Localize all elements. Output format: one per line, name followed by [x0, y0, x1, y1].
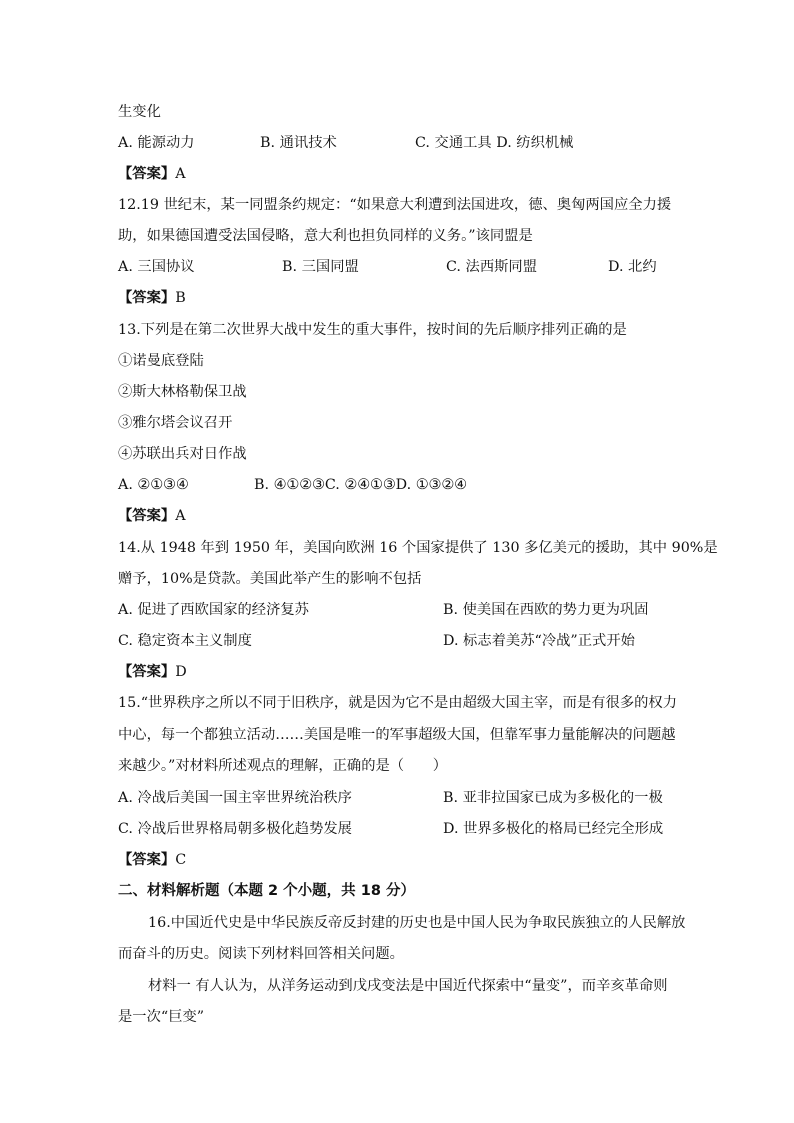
q15-stem-line2: 中心，每一个都独立活动……美国是唯一的军事超级大国，但靠军事力量能解决的问题越 — [118, 727, 676, 743]
q15-option-b: B. 亚非拉国家已成为多极化的一极 — [443, 790, 663, 806]
q12-option-d: D. 北约 — [608, 259, 657, 275]
answer-letter: A — [175, 508, 186, 524]
q13-answer — [118, 506, 186, 526]
section-heading: 二、材料解析题（本题 2 个小题，共 18 分） — [118, 883, 415, 899]
answer-letter: C — [175, 852, 187, 868]
q15-option-d: D. 世界多极化的格局已经完全形成 — [443, 821, 664, 837]
q16-material1-line2: 是一次“巨变” — [118, 1009, 205, 1025]
q13-option-b-c-d: B. ④①②③C. ②④①③D. ①③②④ — [254, 477, 467, 493]
answer-label: 【答案】 — [118, 852, 176, 868]
q11-stem-continuation: 生变化 — [118, 104, 161, 120]
q12-option-c: C. 法西斯同盟 — [446, 259, 538, 275]
q16-intro-line2: 而奋斗的历史。阅读下列材料回答相关问题。 — [118, 946, 404, 962]
q11-option-c-d: C. 交通工具 D. 纺织机械 — [415, 135, 574, 151]
q15-option-c: C. 冷战后世界格局朝多极化趋势发展 — [118, 821, 352, 837]
answer-letter: A — [175, 166, 186, 182]
q14-stem-line2: 赠予，10%是贷款。美国此举产生的影响不包括 — [118, 571, 422, 587]
answer-letter: B — [175, 290, 186, 306]
answer-label: 【答案】 — [118, 664, 176, 680]
q11-answer — [118, 164, 186, 184]
q14-option-d: D. 标志着美苏“冷战”正式开始 — [443, 633, 635, 649]
q14-stem-line1: 14.从 1948 年到 1950 年，美国向欧洲 16 个国家提供了 130 多亿美元的援助，其中 90%是 — [118, 540, 718, 556]
q16-material1-line1: 材料一 有人认为，从洋务运动到戊戌变法是中国近代探索中“量变”，而辛亥革命则 — [148, 978, 668, 994]
q15-stem-line1: 15.“世界秩序之所以不同于旧秩序，就是因为它不是由超级大国主宰，而是有很多的权力 — [118, 695, 678, 711]
answer-letter: D — [175, 664, 187, 680]
q15-stem-line3: 来越少。”对材料所述观点的理解，正确的是（ ） — [118, 758, 447, 774]
q14-answer — [118, 662, 187, 682]
q14-option-a: A. 促进了西欧国家的经济复苏 — [118, 602, 309, 618]
q12-option-b: B. 三国同盟 — [282, 259, 359, 275]
q13-event-2: ②斯大林格勒保卫战 — [118, 384, 247, 400]
q12-option-a: A. 三国协议 — [118, 259, 195, 275]
q13-stem: 13.下列是在第二次世界大战中发生的重大事件，按时间的先后顺序排列正确的是 — [118, 322, 627, 338]
answer-label: 【答案】 — [118, 166, 176, 182]
q12-stem-line2: 助，如果德国遭受法国侵略，意大利也担负同样的义务。”该同盟是 — [118, 228, 533, 244]
q15-answer — [118, 850, 186, 870]
q15-option-a: A. 冷战后美国一国主宰世界统治秩序 — [118, 790, 352, 806]
q14-option-b: B. 使美国在西欧的势力更为巩固 — [443, 602, 649, 618]
q11-option-b: B. 通讯技术 — [260, 135, 337, 151]
q12-answer — [118, 288, 186, 308]
q13-event-3: ③雅尔塔会议召开 — [118, 415, 233, 431]
q13-event-4: ④苏联出兵对日作战 — [118, 446, 247, 462]
q13-option-a: A. ②①③④ — [118, 477, 189, 493]
q12-stem-line1: 12.19 世纪末，某一同盟条约规定：“如果意大利遭到法国进攻，德、奥匈两国应全力援 — [118, 197, 672, 213]
q11-option-a: A. 能源动力 — [118, 135, 195, 151]
answer-label: 【答案】 — [118, 508, 176, 524]
q14-option-c: C. 稳定资本主义制度 — [118, 633, 252, 649]
answer-label: 【答案】 — [118, 290, 176, 306]
q13-event-1: ①诺曼底登陆 — [118, 353, 204, 369]
q16-intro-line1: 16.中国近代史是中华民族反帝反封建的历史也是中国人民为争取民族独立的人民解放 — [148, 915, 686, 931]
